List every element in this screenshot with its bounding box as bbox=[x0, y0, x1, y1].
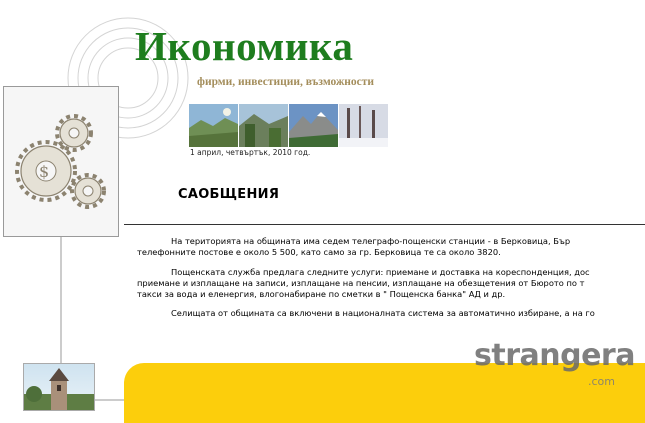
paragraph bbox=[137, 236, 645, 259]
text-line: телефонните постове е около 5 500, като само за гр. Берковица те са около 3820. bbox=[137, 247, 501, 258]
current-date: 1 април, четвъртък, 2010 год. bbox=[190, 148, 311, 157]
valley-photo[interactable] bbox=[189, 104, 238, 147]
watermark-logo: strangera bbox=[474, 338, 635, 373]
text-line: такси за вода и еленергия, влогонабиране по сметки в " Пощенска банка" АД и др. bbox=[137, 289, 506, 300]
article-body bbox=[137, 236, 645, 328]
site-title: Икономика bbox=[135, 23, 354, 69]
svg-text:$: $ bbox=[39, 162, 50, 181]
trees-photo[interactable] bbox=[239, 104, 288, 147]
text-line: Селищата от общината са включени в националната система за автоматично избиране, а на го bbox=[171, 308, 595, 319]
church-tower-icon bbox=[24, 364, 94, 410]
text-line: На територията на общината има седем телеграфо-пощенски станции - в Берковица, Бър bbox=[171, 236, 571, 246]
text-line: приемане и изплащане на записи, изплащане на пенсии, изплащане на обезщетения от Бюрото по т bbox=[137, 277, 585, 288]
gears-icon bbox=[4, 87, 118, 236]
mountains-photo[interactable] bbox=[289, 104, 338, 147]
logo-gears bbox=[3, 86, 119, 237]
paragraph bbox=[137, 308, 645, 319]
text-line: Пощенската служба предлага следните услуги: приемане и доставка на кореспонденция, дос bbox=[171, 266, 590, 277]
photo-strip bbox=[189, 104, 388, 147]
site-subtitle: фирми, инвестиции, възможности bbox=[197, 76, 375, 88]
paragraph bbox=[137, 267, 645, 301]
church-thumbnail[interactable] bbox=[23, 363, 95, 411]
winter-forest-photo[interactable] bbox=[339, 104, 388, 147]
watermark-domain: .com bbox=[588, 375, 615, 388]
section-heading: САОБЩЕНИЯ bbox=[178, 187, 280, 202]
divider bbox=[124, 224, 645, 225]
